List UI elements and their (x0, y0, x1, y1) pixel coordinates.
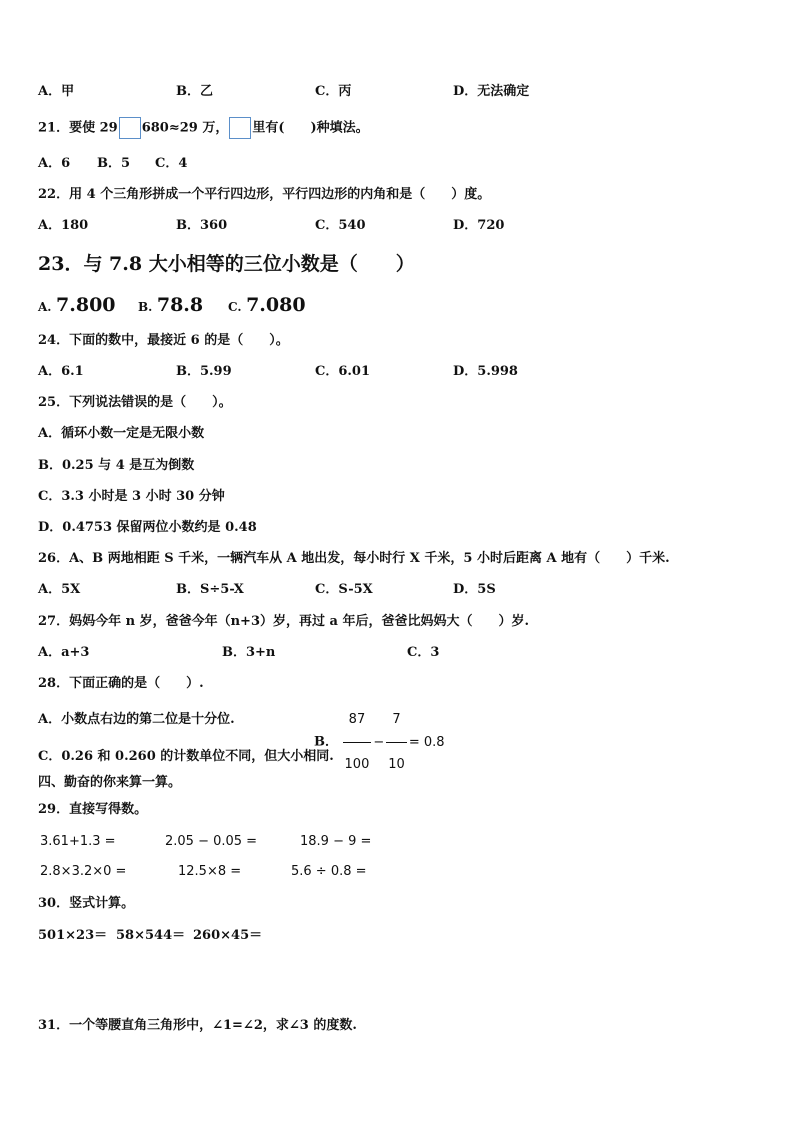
q28-fraction-1 (343, 700, 372, 785)
q31-stem: 31．一个等腰直角三角形中，∠1=∠2，求∠3 的度数. (38, 1018, 357, 1033)
q29-problem-4[interactable]: 2.8×3.2×0 = (40, 864, 127, 879)
section-4-title: 四、勤奋的你来算一算。 (38, 775, 182, 790)
q21-suffix: 里有( )种填法。 (252, 120, 369, 136)
q22-option-b[interactable]: B．360 (176, 218, 228, 233)
q23-option-a[interactable] (38, 294, 116, 319)
q26-option-a[interactable]: A．5X (38, 582, 81, 597)
q28-fraction-1-denominator: 100 (344, 757, 370, 772)
q30-problem-1[interactable]: 501×23＝ (38, 928, 108, 943)
q28-option-b[interactable] (314, 700, 447, 785)
q26-stem: 26．A、B 两地相距 S 千米，一辆汽车从 A 地出发，每小时行 X 千米，5 小时后距离 A 地有（ ）千米. (38, 551, 670, 566)
q24-option-d[interactable]: D．5.998 (453, 364, 518, 379)
q26-option-b[interactable]: B．S÷5-X (176, 582, 244, 597)
q28-fraction-2-numerator: 7 (386, 700, 407, 743)
q29-problem-6[interactable]: 5.6 ÷ 0.8 = (291, 864, 367, 879)
q21-prefix: 21．要使 29 (38, 120, 118, 136)
q27-option-a[interactable]: A．a+3 (38, 645, 90, 660)
q21-blank-box-1[interactable] (119, 117, 141, 139)
q26-option-d[interactable]: D．5S (453, 582, 496, 597)
q20-option-c[interactable]: C．丙 (315, 84, 352, 99)
q22-stem: 22．用 4 个三角形拼成一个平行四边形，平行四边形的内角和是（ ）度。 (38, 187, 491, 202)
q28-option-b-label: B． (314, 734, 338, 750)
q23-option-b[interactable] (138, 294, 203, 319)
q21-middle: 680≈29 万， (141, 120, 229, 136)
q20-option-a[interactable]: A．甲 (38, 84, 75, 99)
q24-stem: 24．下面的数中，最接近 6 的是（ ）。 (38, 333, 289, 348)
q21-stem (38, 117, 369, 139)
q21-option-c[interactable]: C．4 (155, 156, 188, 171)
q28-fraction-2 (386, 700, 407, 785)
q29-problem-3[interactable]: 18.9 − 9 = (300, 834, 372, 849)
q28-fraction-2-denominator: 10 (388, 757, 405, 772)
q30-stem: 30．竖式计算。 (38, 896, 135, 911)
q28-option-c[interactable]: C．0.26 和 0.260 的计数单位不同，但大小相同. (38, 749, 334, 764)
q27-option-b[interactable]: B．3+n (222, 645, 276, 660)
q25-stem: 25．下列说法错误的是（ ）。 (38, 395, 232, 410)
q22-option-a[interactable]: A．180 (38, 218, 89, 233)
q30-problem-3[interactable]: 260×45＝ (193, 928, 263, 943)
q24-option-c[interactable]: C．6.01 (315, 364, 371, 379)
q28-stem: 28．下面正确的是（ ）. (38, 676, 204, 691)
q20-option-d[interactable]: D．无法确定 (453, 84, 530, 99)
q30-problem-2[interactable]: 58×544＝ (116, 928, 186, 943)
q29-stem: 29．直接写得数。 (38, 802, 148, 817)
q29-problem-1[interactable]: 3.61+1.3 = (40, 834, 116, 849)
q21-option-a[interactable]: A．6 (38, 156, 71, 171)
q24-option-a[interactable]: A．6.1 (38, 364, 84, 379)
q23-option-c-letter: C. (228, 300, 242, 314)
q20-option-b[interactable]: B．乙 (176, 84, 213, 99)
q28-minus-sign: − (373, 734, 385, 750)
q23-option-b-value: 78.8 (156, 294, 204, 316)
q29-problem-2[interactable]: 2.05 − 0.05 = (165, 834, 258, 849)
q28-option-b-result: = 0.8 (408, 734, 445, 750)
q27-option-c[interactable]: C．3 (407, 645, 440, 660)
q25-option-a[interactable]: A．循环小数一定是无限小数 (38, 426, 205, 441)
q22-option-c[interactable]: C．540 (315, 218, 366, 233)
q29-problem-5[interactable]: 12.5×8 = (178, 864, 242, 879)
q21-option-b[interactable]: B．5 (97, 156, 131, 171)
q22-option-d[interactable]: D．720 (453, 218, 505, 233)
q26-option-c[interactable]: C．S-5X (315, 582, 373, 597)
q25-option-d[interactable]: D．0.4753 保留两位小数约是 0.48 (38, 520, 257, 535)
q23-option-a-letter: A. (38, 300, 52, 314)
q21-blank-box-2[interactable] (229, 117, 251, 139)
q23-option-b-letter: B. (138, 300, 153, 314)
q23-stem: 23．与 7.8 大小相等的三位小数是（ ） (38, 253, 415, 275)
q25-option-b[interactable]: B．0.25 与 4 是互为倒数 (38, 458, 195, 473)
q23-option-c[interactable] (228, 294, 306, 319)
q24-option-b[interactable]: B．5.99 (176, 364, 232, 379)
q23-option-c-value: 7.080 (246, 294, 306, 316)
q27-stem: 27．妈妈今年 n 岁，爸爸今年（n+3）岁，再过 a 年后，爸爸比妈妈大（ ）岁. (38, 614, 529, 629)
q25-option-c[interactable]: C．3.3 小时是 3 小时 30 分钟 (38, 489, 225, 504)
q28-fraction-1-numerator: 87 (343, 700, 372, 743)
q28-option-a[interactable]: A．小数点右边的第二位是十分位. (38, 712, 235, 727)
q23-option-a-value: 7.800 (56, 294, 116, 316)
